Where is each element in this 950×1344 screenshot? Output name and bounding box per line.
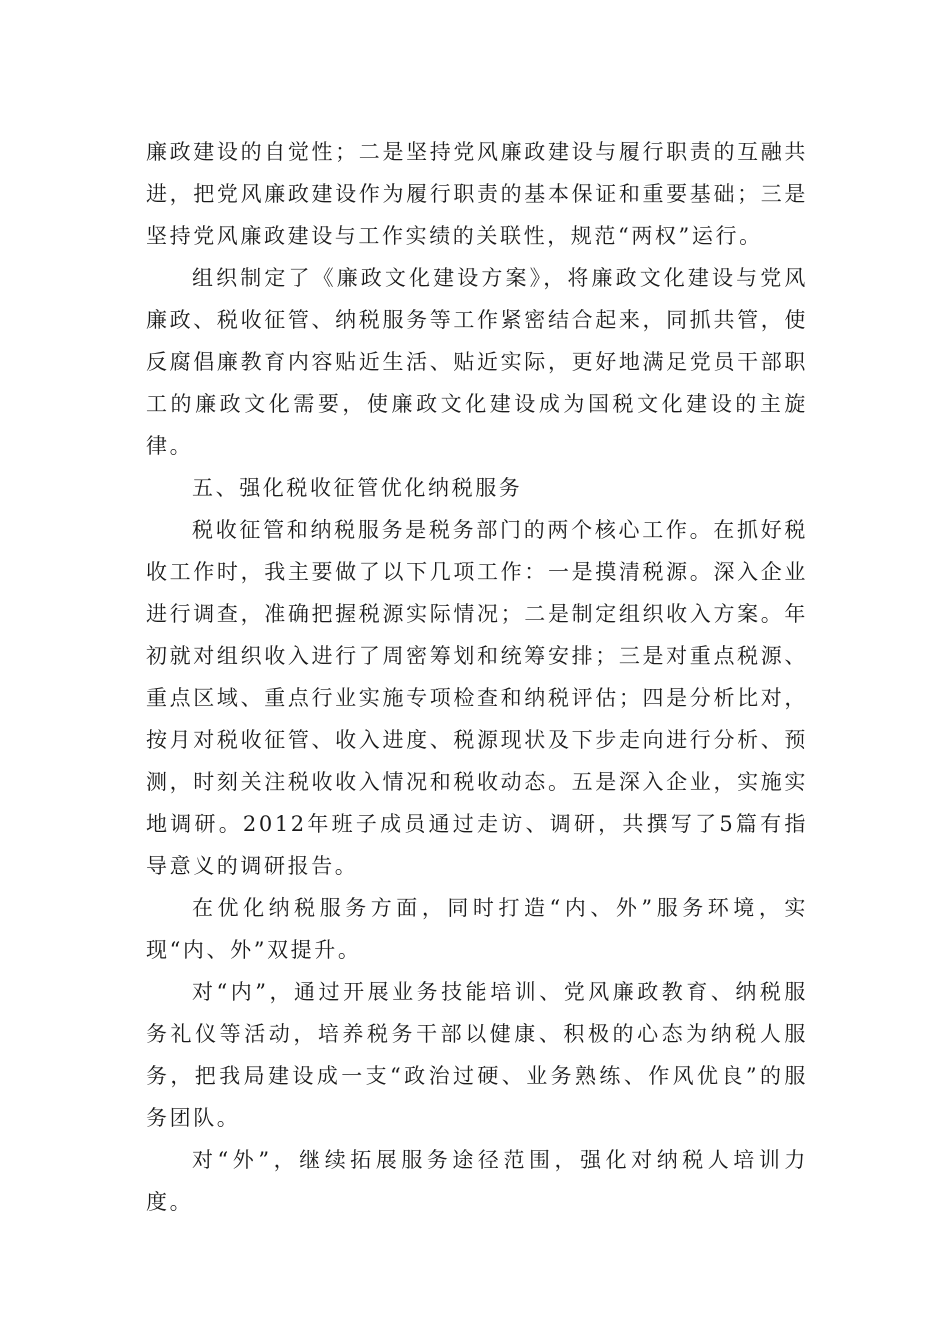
document-body xyxy=(146,131,808,1223)
paragraph-service-optimization: 在优化纳税服务方面，同时打造“内、外”服务环境，实现“内、外”双提升。 xyxy=(146,896,808,962)
paragraph-external: 对“外”，继续拓展服务途径范围，强化对纳税人培训力度。 xyxy=(146,1148,808,1214)
paragraph-continuation: 廉政建设的自觉性；二是坚持党风廉政建设与履行职责的互融共进，把党风廉政建设作为履行职责的基本保证和重要基础；三是坚持党风廉政建设与工作实绩的关联性，规范“两权”运行。 xyxy=(146,140,808,248)
paragraph-internal: 对“内”，通过开展业务技能培训、党风廉政教育、纳税服务礼仪等活动，培养税务干部以健康、积极的心态为纳税人服务，把我局建设成一支“政治过硬、业务熟练、作风优良”的服务团队。 xyxy=(146,980,808,1130)
section-heading-five: 五、强化税收征管优化纳税服务 xyxy=(192,476,523,500)
paragraph-culture-plan: 组织制定了《廉政文化建设方案》，将廉政文化建设与党风廉政、税收征管、纳税服务等工作紧密结合起来，同抓共管，使反腐倡廉教育内容贴近生活、贴近实际，更好地满足党员干部职工的廉政文化需要，使廉政文化建设成为国税文化建设的主旋律。 xyxy=(146,266,808,458)
paragraph-tax-collection: 税收征管和纳税服务是税务部门的两个核心工作。在抓好税收工作时，我主要做了以下几项工作：一是摸清税源。深入企业进行调查，准确把握税源实际情况；二是制定组织收入方案。年初就对组织收入进行了周密筹划和统筹安排；三是对重点税源、重点区域、重点行业实施专项检查和纳税评估；四是分析比对，按月对税收征管、收入进度、税源现状及下步走向进行分析、预测，时刻关注税收收入情况和税收动态。五是深入企业，实施实地调研。2012年班子成员通过走访、调研，共撰写了5篇有指导意义的调研报告。 xyxy=(146,518,808,878)
